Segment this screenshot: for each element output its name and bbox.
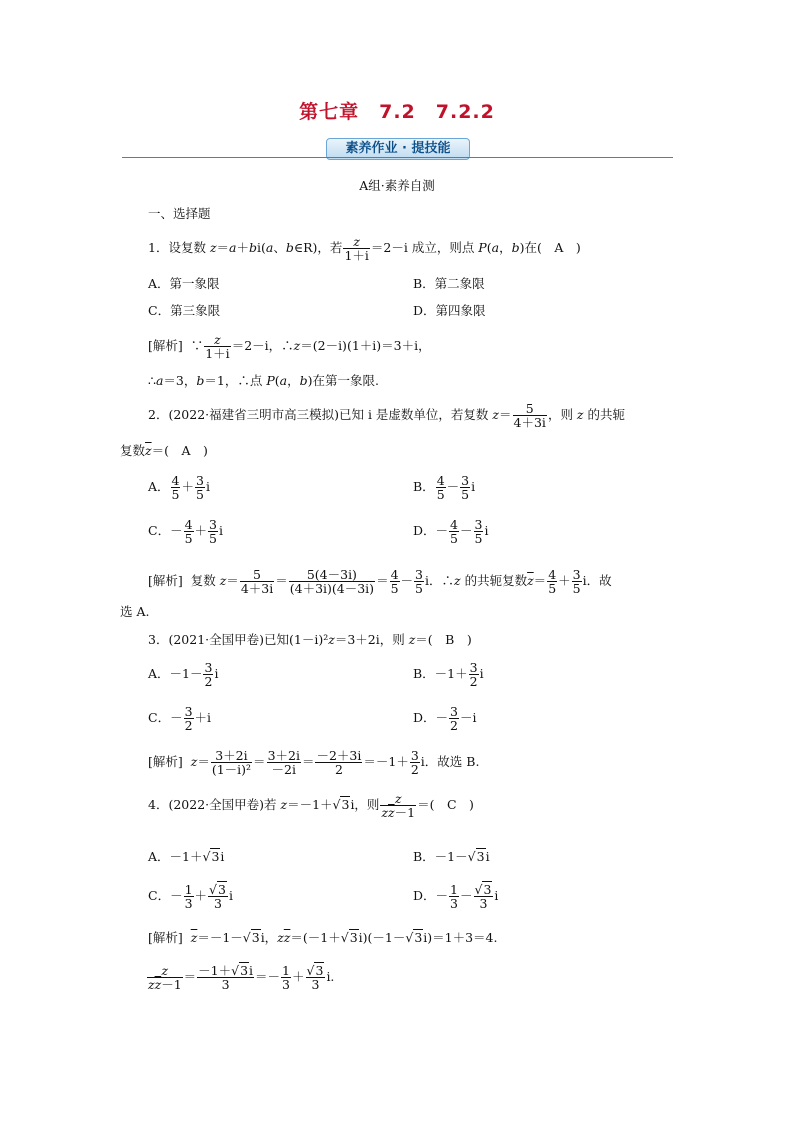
q4-option-a: A．－1＋√3i <box>148 849 225 864</box>
q1-option-b: B．第二象限 <box>413 276 485 291</box>
solution-label: [解析] <box>148 930 183 945</box>
q2-option-a: A． $\frac{4}{5}$ ＋ $\frac{3}{5}$ i <box>148 473 210 502</box>
q2-stem-line2: 复数$\overline{z}=$( A ) <box>120 443 208 458</box>
question-1-stem: 1．设复数 z＝a＋bi(a、b∈R)，若 $\frac{z}{1+i}$ ＝2－i 成立，则点 P(a，b)在( A ) <box>148 234 581 263</box>
q2-solution: [解析] 复数 z＝ $\frac{5}{4+3i}$ ＝ $\frac{5(4-3i)}{(4+3i)(4-3i)}$ ＝ $\frac{4}{5}$ － $\frac{3}{5}$ i．∴z 的共轭复数$\overline{z}=$ $\frac{4}{5}$ ＋ $\frac{3}{5}$ i．故 <box>148 567 612 596</box>
q3-solution: [解析] z＝ $\frac{3+2i}{\text{(1－i)²}}$ ＝ $\frac{3+2i}{-2i}$ ＝ $\frac{-2+3i}{2}$ ＝－1＋ $\frac{3}{2}$ i．故选 B. <box>148 748 480 777</box>
fraction: $\frac{z}{1+i}$ <box>344 234 369 263</box>
q4-solution-line2: $\frac{z}{z\overline{z}-1}$ ＝ $\frac{-1+√3i}{3}$ ＝－ $\frac{1}{3}$ ＋ $\frac{√3}{3}$ i. <box>148 963 335 992</box>
q1-option-d: D．第四象限 <box>413 303 486 318</box>
title-rule <box>122 157 673 158</box>
question-3-stem: 3．(2021·全国甲卷)已知(1－i)²z＝3＋2i，则 z＝( B ) <box>148 632 472 647</box>
q2-option-c: C．－ $\frac{4}{5}$ ＋ $\frac{3}{5}$ i <box>148 517 223 546</box>
q2-option-d: D．－ $\frac{4}{5}$ － $\frac{3}{5}$ i <box>413 517 489 546</box>
q1-solution: [解析] ∵ $\frac{z}{1+i}$ ＝2－i，∴z＝(2－i)(1＋i)＝3＋i， <box>148 332 431 361</box>
fraction: $\frac{z}{1+i}$ <box>205 332 230 361</box>
q1-option-a: A．第一象限 <box>148 276 220 291</box>
q1-number: 1． <box>148 240 169 255</box>
page-title: 第七章 7.2 7.2.2 <box>299 101 495 123</box>
q3-option-b: B．－1＋ $\frac{3}{2}$ i <box>413 660 484 689</box>
solution-label: [解析] <box>148 573 183 588</box>
section-title: 一、选择题 <box>148 206 211 221</box>
question-2-stem: 2．(2022·福建省三明市高三模拟)已知 i 是虚数单位，若复数 z＝ $\frac{5}{4+3i}$ ，则 z 的共轭 <box>148 401 625 430</box>
q4-solution: [解析] $\overline{z}=-1-√3i$，$z\overline{z}=(-1+√3i)(-1-√3i)=1+3=4$. <box>148 930 498 945</box>
q3-option-c: C．－ $\frac{3}{2}$ ＋i <box>148 704 212 733</box>
q4-number: 4． <box>148 797 169 812</box>
solution-label: [解析] <box>148 754 183 769</box>
q3-option-d: D．－ $\frac{3}{2}$ －i <box>413 704 477 733</box>
q4-option-b: B．－1－√3i <box>413 849 490 864</box>
solution-label: [解析] <box>148 338 183 353</box>
section-banner: 素养作业 · 提技能 <box>326 138 470 160</box>
q1-option-c: C．第三象限 <box>148 303 221 318</box>
question-4-stem: 4．(2022·全国甲卷)若 z＝－1＋√3i，则 $\frac{z}{z\overline{z}-1}$ ＝( C ) <box>148 791 474 820</box>
fraction: $\frac{5}{4+3i}$ <box>513 401 546 430</box>
q4-option-d: D．－ $\frac{1}{3}$ － $\frac{√3}{3}$ i <box>413 882 499 911</box>
q2-number: 2． <box>148 407 169 422</box>
q1-solution-line2: ∴a＝3，b＝1，∴点 P(a，b)在第一象限. <box>148 373 379 388</box>
q2-option-b: B． $\frac{4}{5}$ － $\frac{3}{5}$ i <box>413 473 476 502</box>
q3-option-a: A．－1－ $\frac{3}{2}$ i <box>148 660 219 689</box>
q2-solution-line2: 选 A. <box>120 604 150 619</box>
group-title: A组·素养自测 <box>359 178 435 193</box>
q4-option-c: C．－ $\frac{1}{3}$ ＋ $\frac{√3}{3}$ i <box>148 882 233 911</box>
q3-number: 3． <box>148 632 169 647</box>
